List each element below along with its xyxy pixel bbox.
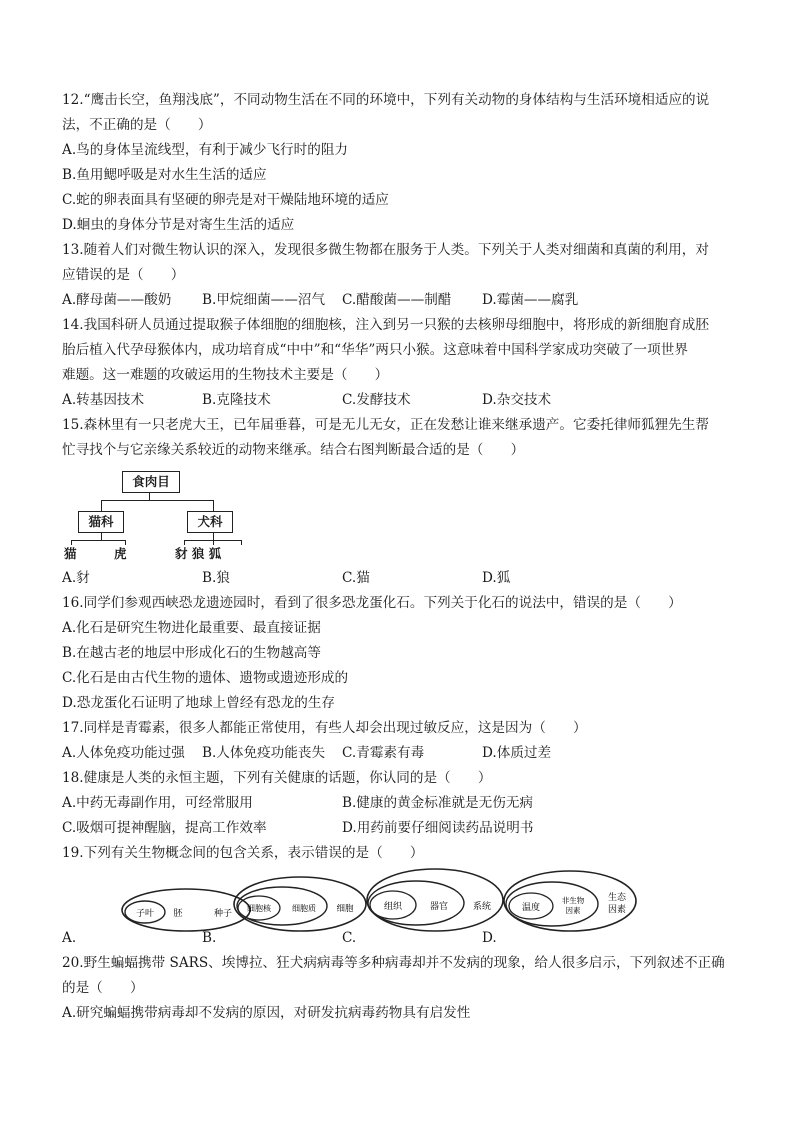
q19-option-b: B. bbox=[202, 930, 217, 946]
q19-diagram-d bbox=[504, 871, 636, 931]
q16-stem-line-1: 16.同学们参观西峡恐龙遗迹园时，看到了很多恐龙蛋化石。下列关于化石的说法中，错误的是（ ） bbox=[62, 595, 682, 611]
q12-option-b: B.鱼用鳃呼吸是对水生生活的适应 bbox=[62, 167, 267, 183]
q17-option-b: B.人体免疫功能丧失 bbox=[202, 745, 326, 761]
diagram-c-label-3: 系统 bbox=[472, 902, 492, 912]
q14-option-a: A.转基因技术 bbox=[62, 392, 145, 408]
tree-connector bbox=[241, 540, 242, 545]
diagram-b-label-3: 细胞 bbox=[336, 904, 354, 914]
q19-diagrams bbox=[60, 866, 740, 932]
q12-stem-line-1: 12.“鹰击长空，鱼翔浅底”，不同动物生活在不同的环境中，下列有关动物的身体结构与生活环境相适应的说 bbox=[62, 92, 710, 108]
q14-option-d: D.杂交技术 bbox=[482, 392, 552, 408]
diagram-a-label-3: 种子 bbox=[213, 909, 233, 919]
q18-stem-line-1: 18.健康是人类的永恒主题，下列有关健康的话题，你认同的是（ ） bbox=[62, 770, 492, 786]
diagram-c-label-1: 组织 bbox=[383, 902, 403, 912]
tree-family-box-right: 犬科 bbox=[187, 511, 233, 533]
q19-stem-line-1: 19.下列有关生物概念间的包含关系，表示错误的是（ ） bbox=[62, 845, 424, 861]
q19-option-d: D. bbox=[482, 930, 497, 946]
q19-option-a: A. bbox=[62, 930, 77, 946]
q13-option-d: D.霉菌——腐乳 bbox=[482, 292, 579, 308]
q16-option-a: A.化石是研究生物进化最重要、最直接证据 bbox=[62, 620, 321, 636]
diagram-d-label-5: 因素 bbox=[607, 905, 627, 915]
q14-stem-line-3: 难题。这一难题的攻破运用的生物技术主要是（ ） bbox=[62, 367, 389, 383]
q15-stem-line-1: 15.森林里有一只老虎大王，已年届垂暮，可是无儿无女，正在发愁让谁来继承遗产。它委托律师狐狸先生帮 bbox=[62, 417, 709, 433]
q17-option-c: C.青霉素有毒 bbox=[342, 745, 425, 761]
q14-option-b: B.克隆技术 bbox=[202, 392, 271, 408]
q19-option-c: C. bbox=[342, 930, 357, 946]
diagram-c-label-2: 器官 bbox=[429, 902, 449, 912]
q18-option-a: A.中药无毒副作用，可经常服用 bbox=[62, 795, 253, 811]
tree-connector bbox=[101, 500, 214, 501]
tree-family-box-left: 猫科 bbox=[78, 511, 124, 533]
q12-option-c: C.蛇的卵表面具有坚硬的卵壳是对干燥陆地环境的适应 bbox=[62, 192, 389, 208]
q20-option-a: A.研究蝙蝠携带病毒却不发病的原因，对研发抗病毒药物具有启发性 bbox=[62, 1005, 471, 1021]
diagram-b-label-2: 细胞质 bbox=[292, 904, 316, 913]
q16-option-d: D.恐龙蛋化石证明了地球上曾经有恐龙的生存 bbox=[62, 695, 336, 711]
q14-option-c: C.发酵技术 bbox=[342, 392, 411, 408]
q15-stem-line-2: 忙寻找个与它亲缘关系较近的动物来继承。结合右图判断最合适的是（ ） bbox=[62, 442, 525, 458]
q17-option-a: A.人体免疫功能过强 bbox=[62, 745, 185, 761]
q19-diagram-c bbox=[367, 869, 503, 931]
q18-option-c: C.吸烟可提神醒脑，提高工作效率 bbox=[62, 820, 267, 836]
q17-option-d: D.体质过差 bbox=[482, 745, 552, 761]
q12-stem-line-2: 法，不正确的是（ ） bbox=[62, 117, 212, 133]
ellipse-outer bbox=[367, 869, 503, 931]
q13-option-b: B.甲烷细菌——沼气 bbox=[202, 292, 326, 308]
tree-leaves-cat-family: 猫 虎 bbox=[64, 546, 127, 561]
q18-option-d: D.用药前要仔细阅读药品说明书 bbox=[342, 820, 534, 836]
diagram-d-label-3: 因素 bbox=[565, 906, 581, 915]
diagram-b-label-1: 细胞核 bbox=[247, 904, 271, 913]
diagram-d-label-4: 生态 bbox=[607, 893, 627, 903]
tree-root-box: 食肉目 bbox=[122, 471, 180, 493]
diagram-d-label-2: 非生物 bbox=[561, 896, 585, 905]
diagram-d-label-1: 温度 bbox=[521, 903, 541, 913]
diagram-a-label-2: 胚 bbox=[173, 909, 183, 919]
tree-connector bbox=[71, 540, 126, 541]
q19-diagram-b bbox=[234, 877, 366, 931]
q20-stem-line-2: 的是（ ） bbox=[62, 980, 144, 996]
q14-stem-line-2: 胎后植入代孕母猴体内，成功培育成“中中”和“华华”两只小猴。这意味着中国科学家成功突破了一项世界 bbox=[62, 342, 688, 358]
q15-option-c: C.猫 bbox=[342, 570, 370, 586]
diagram-a-label-1: 子叶 bbox=[135, 909, 155, 919]
tree-leaves-dog-family: 豺 狼 狐 bbox=[175, 546, 222, 561]
q19-diagram-a bbox=[122, 889, 250, 931]
q12-option-a: A.鸟的身体呈流线型，有利于减少飞行时的阻力 bbox=[62, 142, 349, 158]
q15-option-d: D.狐 bbox=[482, 570, 511, 586]
q17-stem-line-1: 17.同样是青霉素，很多人都能正常使用，有些人却会出现过敏反应，这是因为（ ） bbox=[62, 720, 587, 736]
q13-stem-line-1: 13.随着人们对微生物认识的深入，发现很多微生物都在服务于人类。下列关于人类对细菌和真菌的利用，对 bbox=[62, 242, 709, 258]
q13-option-a: A.酵母菌——酸奶 bbox=[62, 292, 172, 308]
q20-stem-line-1: 20.野生蝙蝠携带 SARS、埃博拉、狂犬病病毒等多种病毒却并不发病的现象，给人很多启示，下列叙述不正确 bbox=[62, 955, 725, 971]
q15-option-b: B.狼 bbox=[202, 570, 230, 586]
q14-stem-line-1: 14.我国科研人员通过提取猴子体细胞的细胞核，注入到另一只猴的去核卵母细胞中，将形成的新细胞育成胚 bbox=[62, 317, 709, 333]
q13-option-c: C.醋酸菌——制醋 bbox=[342, 292, 452, 308]
q15-option-a: A.豺 bbox=[62, 570, 90, 586]
q16-option-b: B.在越古老的地层中形成化石的生物越高等 bbox=[62, 645, 321, 661]
q12-option-d: D.蛔虫的身体分节是对寄生生活的适应 bbox=[62, 217, 295, 233]
q16-option-c: C.化石是由古代生物的遗体、遗物或遗迹形成的 bbox=[62, 670, 349, 686]
q13-stem-line-2: 应错误的是（ ） bbox=[62, 267, 185, 283]
q18-option-b: B.健康的黄金标准就是无伤无病 bbox=[342, 795, 534, 811]
